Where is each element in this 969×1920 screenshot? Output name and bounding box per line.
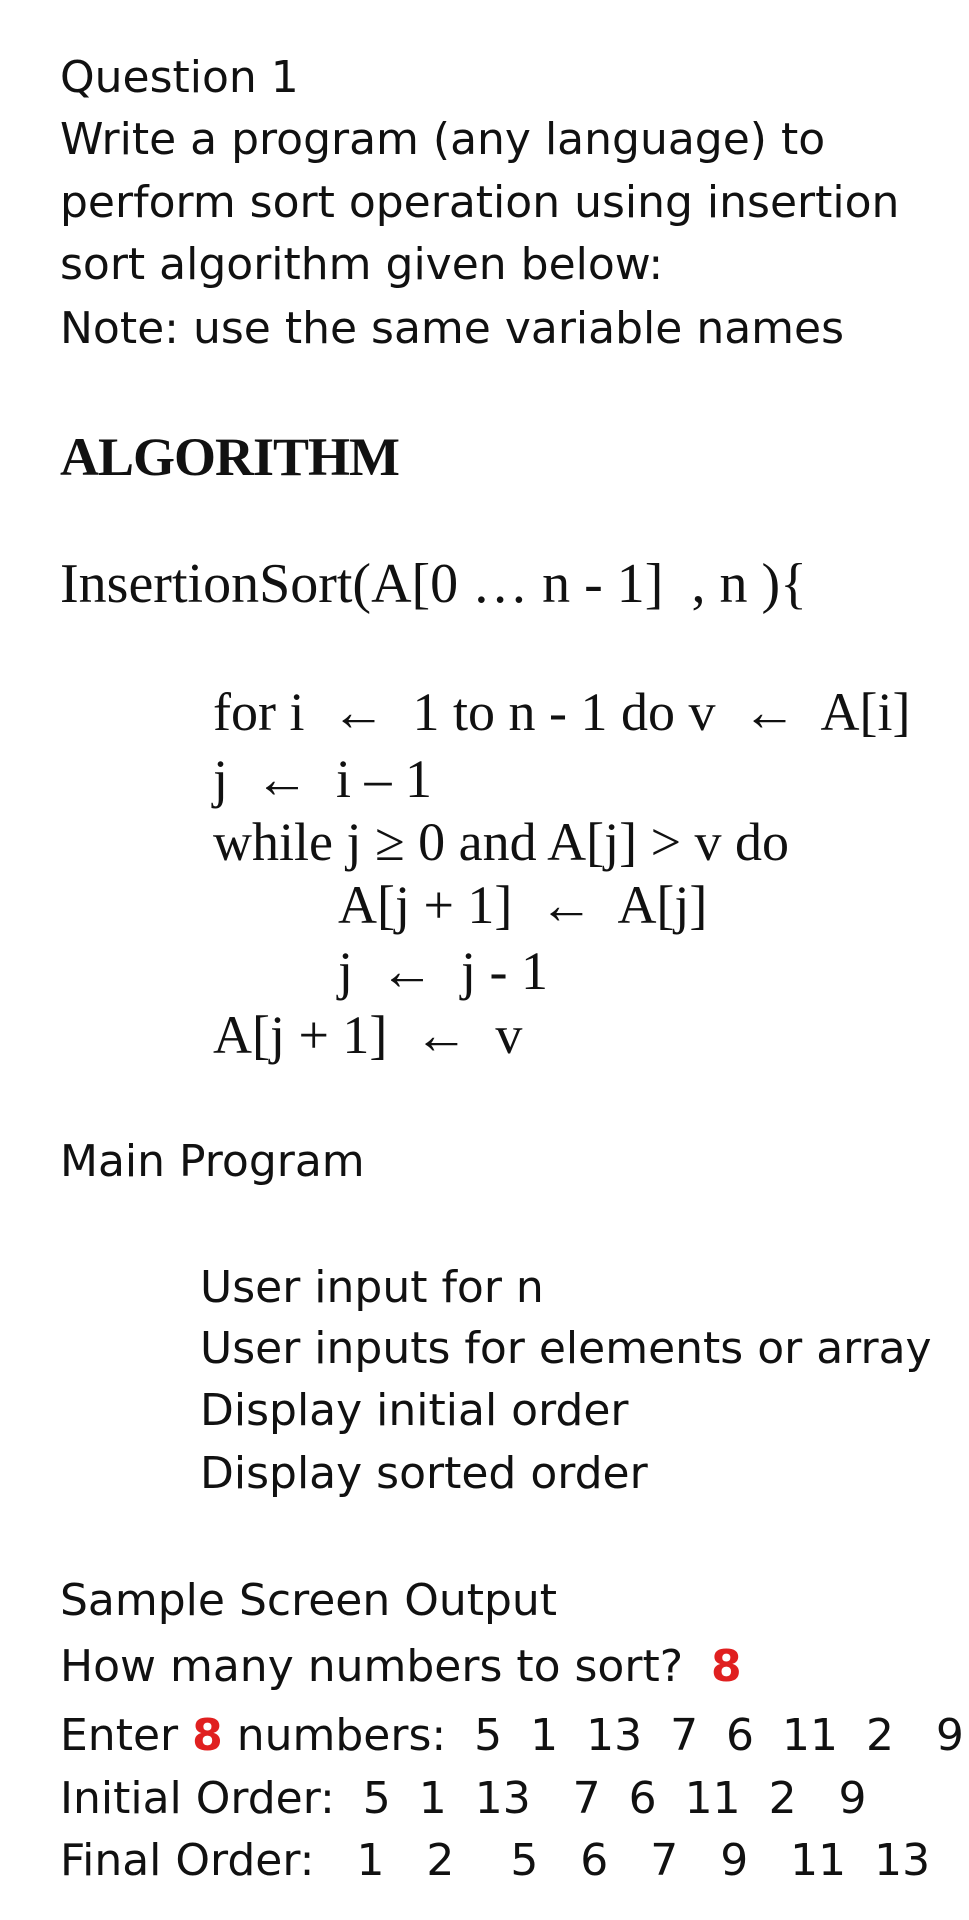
prompt-count-text: How many numbers to sort? [60,1641,684,1692]
final-order-line: Final Order: 1 2 5 6 7 9 11 13 [60,1835,931,1886]
initial-order-line: Initial Order: 5 1 13 7 6 11 2 9 [60,1773,867,1824]
count-value: 8 [711,1641,742,1692]
question-line-2: perform sort operation using insertion [60,177,900,228]
question-line-1: Write a program (any language) to [60,114,826,165]
prompt-count-line [60,1641,742,1692]
code-line-shift: A[j + 1] ← A[j] [338,875,708,935]
main-program-item: User input for n [200,1262,544,1313]
sample-output-heading: Sample Screen Output [60,1575,558,1626]
enter-numbers-line [60,1710,964,1761]
code-line-j-decrement: j ← j - 1 [338,941,548,1001]
question-title: Question 1 [60,52,299,103]
question-note: Note: use the same variable names [60,303,845,354]
code-line-for: for i ← 1 to n - 1 do v ← A[i] [213,682,911,742]
main-program-item: Display initial order [200,1385,629,1436]
main-program-item: Display sorted order [200,1448,648,1499]
main-program-heading: Main Program [60,1136,365,1187]
code-line-j-init: j ← i – 1 [213,749,433,809]
main-program-item: User inputs for elements or array [200,1323,932,1374]
enter-count-value: 8 [192,1710,223,1761]
enter-prefix: Enter [60,1710,179,1761]
algorithm-heading: ALGORITHM [60,427,400,487]
enter-numbers-text: numbers: 5 1 13 7 6 11 2 9 [236,1710,964,1761]
question-line-3: sort algorithm given below: [60,239,664,290]
code-line-while: while j ≥ 0 and A[j] > v do [213,812,790,872]
code-line-insert: A[j + 1] ← v [213,1005,523,1065]
algorithm-signature: InsertionSort(A[0 … n - 1] , n ){ [60,553,807,615]
